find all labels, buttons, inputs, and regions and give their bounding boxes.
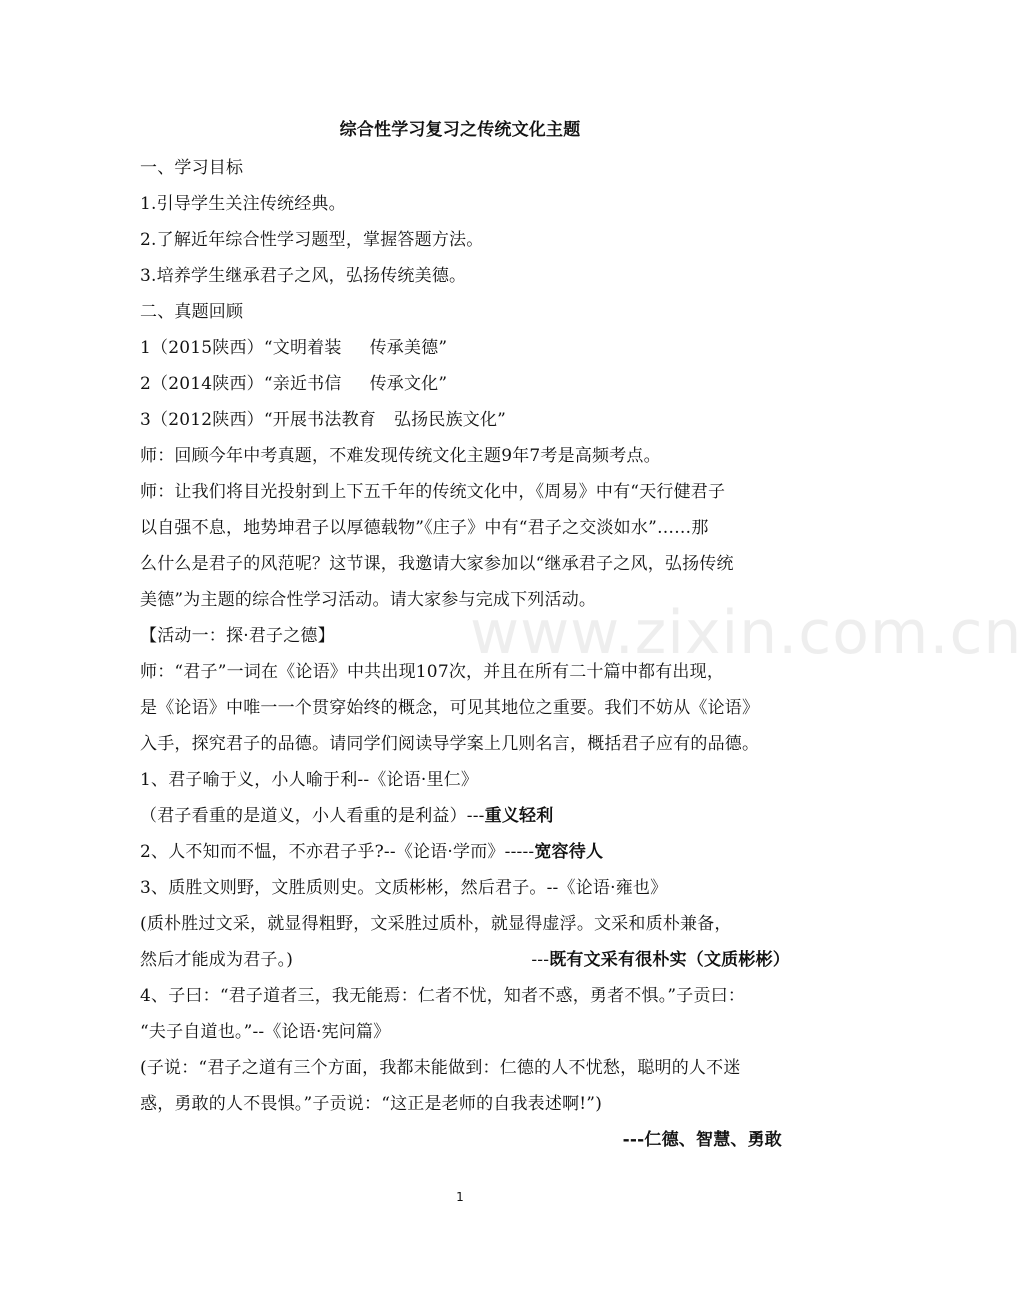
exam-year-label: 3（2012陕西）“开展书法教育	[140, 410, 376, 430]
section-heading-review: 二、真题回顾	[140, 302, 244, 322]
teacher-paragraph-line: 师：让我们将目光投射到上下五千年的传统文化中，《周易》中有“天行健君子	[140, 482, 726, 502]
quote-note: (质朴胜过文采，就显得粗野，文采胜过质朴，就显得虚浮。文采和质朴兼备，	[140, 914, 732, 934]
quote-item: “夫子自道也。”--《论语·宪问篇》	[140, 1022, 391, 1042]
quote-explanation	[140, 804, 790, 828]
quote-note: 然后才能成为君子。)	[140, 950, 294, 970]
quote-answer: 既有文采有很朴实（文质彬彬）	[549, 950, 790, 970]
quote-note: (子说：“君子之道有三个方面，我都未能做到：仁德的人不忧愁，聪明的人不迷	[140, 1058, 741, 1078]
teacher-paragraph-line: 么什么是君子的风范呢？这节课，我邀请大家参加以“继承君子之风，弘扬传统	[140, 554, 734, 574]
goal-item: 2.了解近年综合性学习题型，掌握答题方法。	[140, 230, 484, 250]
quote-answer-prefix: ---	[531, 950, 550, 970]
exam-item	[140, 372, 790, 396]
exam-theme: 传承文化”	[369, 374, 448, 394]
teacher-paragraph-line: 师：“君子”一词在《论语》中共出现107次，并且在所有二十篇中都有出现，	[140, 662, 725, 682]
quote-answer: 重义轻利	[484, 806, 554, 826]
quote-answer-group	[531, 948, 790, 972]
activity-heading: 【活动一：探·君子之德】	[140, 626, 335, 646]
teacher-paragraph-line: 是《论语》中唯一一个贯穿始终的概念，可见其地位之重要。我们不妨从《论语》	[140, 698, 760, 718]
quote-item: 4、子曰：“君子道者三，我无能焉：仁者不忧，知者不惑，勇者不惧。”子贡曰：	[140, 986, 746, 1006]
teacher-paragraph-line: 入手，探究君子的品德。请同学们阅读导学案上几则名言，概括君子应有的品德。	[140, 734, 760, 754]
exam-year-label: 1（2015陕西）“文明着装	[140, 338, 342, 358]
quote-note: 惑，勇敢的人不畏惧。”子贡说：“这正是老师的自我表述啊!”)	[140, 1094, 603, 1114]
quote-note: （君子看重的是道义，小人看重的是利益）---	[140, 806, 485, 826]
quote-item: 1、君子喻于义，小人喻于利--《论语·里仁》	[140, 770, 479, 790]
exam-theme: 弘扬民族文化”	[393, 410, 507, 430]
goal-item: 1.引导学生关注传统经典。	[140, 194, 346, 214]
exam-theme: 传承美德”	[369, 338, 448, 358]
quote-explanation	[140, 948, 790, 972]
watermark: www.zixin.com.cn	[470, 598, 1022, 668]
exam-item	[140, 336, 790, 360]
goal-item: 3.培养学生继承君子之风，弘扬传统美德。	[140, 266, 467, 286]
quote-text: 2、人不知而不愠，不亦君子乎?--《论语·学而》-----	[140, 842, 535, 862]
teacher-paragraph-line: 美德”为主题的综合性学习活动。请大家参与完成下列活动。	[140, 590, 597, 610]
exam-year-label: 2（2014陕西）“亲近书信	[140, 374, 342, 394]
quote-answer: ---仁德、智慧、勇敢	[622, 1130, 782, 1150]
quote-item	[140, 840, 790, 864]
teacher-paragraph-line: 以自强不息，地势坤君子以厚德载物”《庄子》中有“君子之交淡如水”……那	[140, 518, 709, 538]
page-number: 1	[456, 1190, 464, 1204]
section-heading-goals: 一、学习目标	[140, 158, 244, 178]
exam-item	[140, 408, 790, 432]
teacher-line: 师：回顾今年中考真题，不难发现传统文化主题9年7考是高频考点。	[140, 446, 661, 466]
quote-item: 3、质胜文则野，文胜质则史。文质彬彬，然后君子。--《论语·雍也》	[140, 878, 668, 898]
document-title: 综合性学习复习之传统文化主题	[339, 120, 581, 140]
quote-answer: 宽容待人	[534, 842, 604, 862]
